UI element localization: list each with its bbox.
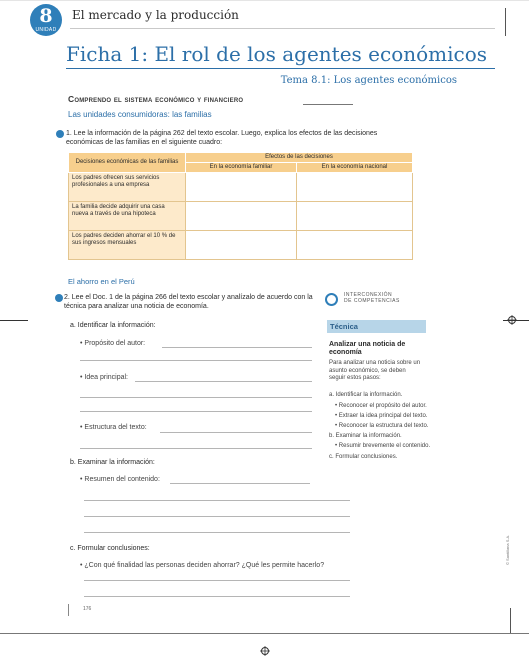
answer-line[interactable] (80, 411, 312, 412)
bullet-proposito: • Propósito del autor: (80, 340, 146, 347)
tecnica-step: c. Formular conclusiones. (329, 454, 398, 460)
footer-divider (68, 604, 69, 616)
answer-line[interactable] (80, 448, 312, 449)
competencia-text: Comprendo el sistema económico y financiero (68, 94, 244, 104)
competencia-underline (303, 104, 353, 105)
top-edge (0, 0, 529, 1)
tecnica-header: Técnica (327, 320, 426, 333)
bullet-idea-principal: • Idea principal: (80, 374, 128, 381)
bullet-resumen-label: Resumen del contenido: (84, 476, 160, 483)
section-b-title: b. Examinar la información: (70, 459, 155, 466)
bullet-estructura: • Estructura del texto: (80, 424, 147, 431)
answer-line[interactable] (80, 360, 312, 361)
table-cell-input[interactable] (186, 202, 297, 231)
interconnection-line1: INTERCONEXIÓN (344, 292, 393, 298)
tema-label: Tema 8.1: Los agentes económicos (280, 75, 457, 86)
header-rule (70, 28, 495, 29)
answer-line[interactable] (84, 516, 350, 517)
unit-number: 8 (39, 5, 53, 27)
tecnica-step: • Reconocer la estructura del texto. (335, 423, 429, 429)
tecnica-step: • Reconocer el propósito del autor. (335, 403, 427, 409)
table-cell-input[interactable] (186, 231, 297, 260)
tecnica-step: • Extraer la idea principal del texto. (335, 413, 428, 419)
activity-icon (55, 294, 63, 302)
unit-badge-label: UNIDAD (35, 27, 57, 33)
bullet-idea-label: Idea principal: (84, 374, 128, 381)
table-cell-input[interactable] (297, 231, 413, 260)
crop-mark-bottom-right (510, 608, 511, 633)
section-c-title: c. Formular conclusiones: (70, 545, 150, 552)
table-header-nacional: En la economía nacional (297, 163, 413, 173)
bullet-conclusion-label: ¿Con qué finalidad las personas deciden ahorrar? ¿Qué les permite hacerlo? (84, 562, 325, 569)
tecnica-step: • Resumir brevemente el contenido. (335, 443, 431, 449)
tecnica-description: Para analizar una noticia sobre un asunto económico, se deben seguir estos pasos: (329, 360, 421, 381)
answer-line[interactable] (80, 397, 312, 398)
interconnection-icon (325, 293, 338, 306)
crop-mark-top-right (505, 8, 506, 36)
crop-line-bottom (0, 633, 529, 634)
page-number: 176 (83, 606, 92, 612)
answer-line[interactable] (135, 381, 312, 382)
table-row-label: Los padres ofrecen sus servicios profesionales a una empresa (69, 173, 186, 202)
answer-line[interactable] (170, 483, 310, 484)
interconnection-label (344, 292, 400, 304)
unit-badge (30, 4, 62, 36)
competencia-heading (68, 94, 243, 104)
table-header-familiar: En la economía familiar (186, 163, 297, 173)
interconnection-line2: DE COMPETENCIAS (344, 298, 400, 304)
table-header-group: Efectos de las decisiones (186, 153, 413, 163)
answer-line[interactable] (160, 432, 312, 433)
registration-mark-icon (260, 646, 270, 656)
ficha-title: Ficha 1: El rol de los agentes económicos (66, 42, 488, 66)
activity-icon (56, 130, 64, 138)
question-1: 1. Lee la información de la página 262 del texto escolar. Luego, explica los efectos de las decisiones económicas de las familias en el siguiente cuadro: (66, 130, 378, 146)
publisher-credit: © Santillana S.A. (505, 534, 510, 565)
answer-line[interactable] (84, 580, 350, 581)
tecnica-step: b. Examinar la información. (329, 433, 402, 439)
unit-title: El mercado y la producción (72, 8, 239, 22)
table-cell-input[interactable] (297, 202, 413, 231)
answer-line[interactable] (84, 500, 350, 501)
tecnica-title: Analizar una noticia de economía (329, 341, 406, 356)
ficha-rule (66, 68, 495, 69)
answer-line[interactable] (162, 347, 312, 348)
bullet-estructura-label: Estructura del texto: (84, 424, 147, 431)
table-row-label: La familia decide adquirir una casa nueva a través de una hipoteca (69, 202, 186, 231)
table-header-decisiones: Decisiones económicas de las familias (69, 153, 186, 173)
ahorro-subtitle: El ahorro en el Perú (68, 277, 135, 286)
bullet-proposito-label: Propósito del autor: (84, 340, 146, 347)
section-subtitle: Las unidades consumidoras: las familias (68, 110, 212, 119)
question-2: 2. Lee el Doc. 1 de la página 266 del texto escolar y analízalo de acuerdo con la técnica para analizar una noticia de economía. (64, 294, 313, 310)
crop-mark-left (0, 320, 28, 321)
bullet-resumen: • Resumen del contenido: (80, 476, 160, 483)
table-row-label: Los padres deciden ahorrar el 10 % de sus ingresos mensuales (69, 231, 186, 260)
registration-mark-icon (507, 315, 517, 325)
table-cell-input[interactable] (186, 173, 297, 202)
section-a-title: a. Identificar la información: (70, 322, 156, 329)
bullet-conclusion: • ¿Con qué finalidad las personas deciden ahorrar? ¿Qué les permite hacerlo? (80, 562, 325, 569)
answer-line[interactable] (84, 596, 350, 597)
table-cell-input[interactable] (297, 173, 413, 202)
tecnica-step: a. Identificar la información. (329, 392, 403, 398)
effects-table (68, 152, 413, 260)
answer-line[interactable] (84, 532, 350, 533)
